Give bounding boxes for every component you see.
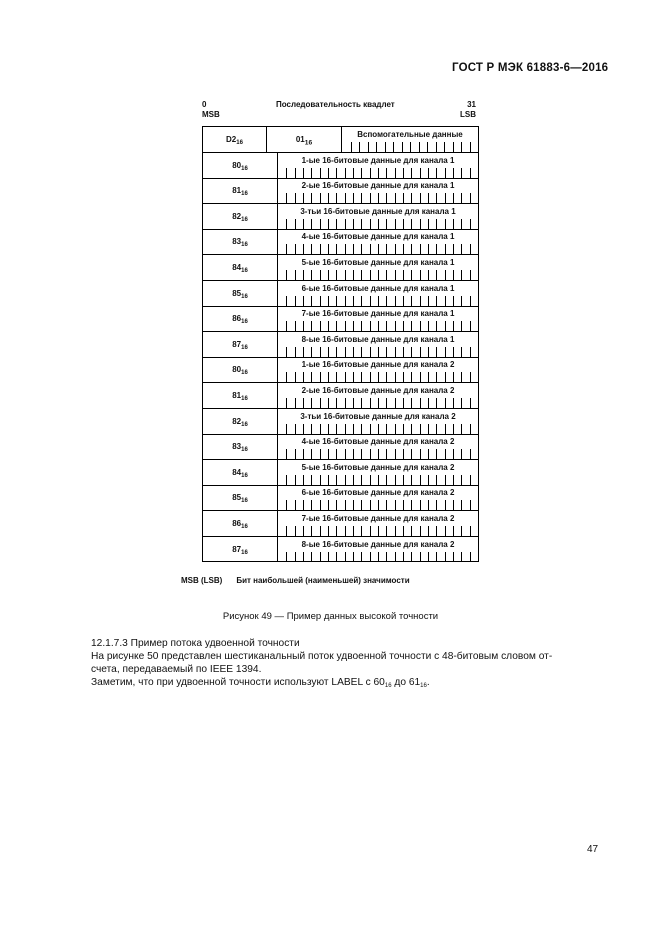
quadlet-row (203, 460, 478, 486)
data-cell (278, 153, 478, 178)
bit-ticks (278, 153, 478, 178)
data-cell (278, 409, 478, 434)
label-cell: $87_{16}$ (203, 537, 278, 562)
bit-ticks (278, 485, 478, 510)
data-description: 4-ые 16-битовые данные для канала 1 (301, 232, 455, 242)
bit-ticks (278, 511, 478, 536)
quadlet-row (203, 255, 478, 281)
page-number: 47 (587, 844, 599, 855)
data-cell (278, 383, 478, 408)
label-cell: $81_{16}$ (203, 383, 278, 408)
bit-ticks (278, 281, 478, 306)
quadlet-row (203, 434, 478, 460)
quadlet-row (203, 281, 478, 307)
data-description: 5-ые 16-битовые данные для канала 1 (301, 258, 455, 267)
label-cell: $85_{16}$ (203, 281, 278, 306)
bit-ticks (278, 460, 478, 485)
data-description: 7-ые 16-битовые данные для канала 1 (301, 309, 455, 319)
data-description: 6-ые 16-битовые данные для канала 1 (301, 283, 455, 293)
data-cell (278, 255, 478, 280)
bit-ticks (278, 537, 478, 562)
quadlet-row (203, 485, 478, 511)
data-cell (278, 485, 478, 510)
data-description: 2-ые 16-битовые данные для канала 1 (301, 181, 455, 191)
header-quadlet-row (203, 127, 478, 153)
bit-ticks (278, 357, 478, 382)
label-cell: $80_{16}$ (203, 357, 278, 382)
quadlet-row (203, 357, 478, 383)
bit-ticks (278, 409, 478, 434)
bit-ticks (278, 229, 478, 254)
legend (181, 576, 410, 585)
bit-ticks (278, 383, 478, 408)
data-cell (278, 434, 478, 459)
quadlet-sequence-label: Последовательность квадлет (276, 100, 395, 109)
legend-text: Бит наибольшей (наименьшей) значимости (236, 576, 410, 585)
data-cell (278, 460, 478, 485)
msb-header (202, 100, 220, 120)
label-cell: $83_{16}$ (203, 229, 278, 254)
quadlet-row (203, 229, 478, 255)
data-description: 1-ые 16-битовые данные для канала 2 (301, 360, 455, 370)
data-description: 3-тьи 16-битовые данные для канала 1 (300, 206, 456, 216)
data-cell (278, 229, 478, 254)
bit-ticks (278, 178, 478, 203)
section-heading: 12.1.7.3 Пример потока удвоенной точности (91, 638, 300, 649)
bit-ticks (342, 127, 478, 152)
label-cell: $87_{16}$ (203, 332, 278, 357)
label-cell: $84_{16}$ (203, 255, 278, 280)
aux-data-cell (342, 127, 478, 152)
quadlet-row (203, 178, 478, 204)
data-description: 8-ые 16-битовые данные для канала 1 (301, 334, 455, 344)
lsb-label: LSB (460, 110, 476, 119)
data-cell (278, 281, 478, 306)
data-cell (278, 178, 478, 203)
label-cell: $85_{16}$ (203, 485, 278, 510)
aux-data-label: Вспомогательные данные (357, 130, 463, 139)
figure-caption: Рисунок 49 — Пример данных высокой точности (222, 611, 439, 622)
bit-zero-label: 0 (202, 100, 207, 109)
bit-ticks (278, 255, 478, 280)
paragraph-2: Заметим, что при удвоенной точности используют LABEL с $60_{16}$ до $61_{16}$. (91, 677, 430, 689)
label-cell-01: $01_{16}$ (267, 127, 342, 152)
quadlet-row (203, 204, 478, 230)
data-cell (278, 537, 478, 562)
label-cell: $81_{16}$ (203, 178, 278, 203)
label-cell-d2: $D2_{16}$ (203, 127, 267, 152)
standard-code: ГОСТ Р МЭК 61883-6—2016 (452, 62, 609, 74)
label-cell: $84_{16}$ (203, 460, 278, 485)
label-cell: $83_{16}$ (203, 434, 278, 459)
bit-ticks (278, 332, 478, 357)
quadlet-row (203, 511, 478, 537)
label-cell: $82_{16}$ (203, 409, 278, 434)
lsb-header (460, 100, 476, 120)
quadlet-row (203, 383, 478, 409)
data-description: 2-ые 16-битовые данные для канала 2 (301, 386, 455, 395)
bit-ticks (278, 204, 478, 229)
data-description: 6-ые 16-битовые данные для канала 2 (301, 488, 455, 498)
quadlet-diagram (202, 126, 479, 562)
data-description: 1-ые 16-битовые данные для канала 1 (301, 155, 455, 165)
quadlet-row (203, 537, 478, 563)
legend-key: MSB (LSB) (181, 576, 223, 585)
data-cell (278, 204, 478, 229)
label-cell: $80_{16}$ (203, 153, 278, 178)
data-cell (278, 332, 478, 357)
quadlet-row (203, 332, 478, 358)
bit-31-label: 31 (467, 100, 476, 109)
quadlet-row (203, 306, 478, 332)
bit-ticks (278, 306, 478, 331)
data-description: 4-ые 16-битовые данные для канала 2 (301, 437, 455, 447)
label-cell: $86_{16}$ (203, 306, 278, 331)
data-cell (278, 511, 478, 536)
data-cell (278, 357, 478, 382)
data-description: 7-ые 16-битовые данные для канала 2 (301, 514, 455, 523)
label-cell: $82_{16}$ (203, 204, 278, 229)
label-cell: $86_{16}$ (203, 511, 278, 536)
msb-label: MSB (202, 110, 220, 119)
paragraph-1: На рисунке 50 представлен шестиканальный поток удвоенной точности с 48-битовым словом от- счета, передаваемый по IEEE 1394. (91, 651, 553, 675)
data-cell (278, 306, 478, 331)
data-description: 5-ые 16-битовые данные для канала 2 (301, 462, 455, 472)
quadlet-row (203, 409, 478, 435)
data-description: 8-ые 16-битовые данные для канала 2 (301, 539, 455, 549)
data-description: 3-тьи 16-битовые данные для канала 2 (300, 411, 456, 421)
bit-ticks (278, 434, 478, 459)
quadlet-row (203, 153, 478, 179)
